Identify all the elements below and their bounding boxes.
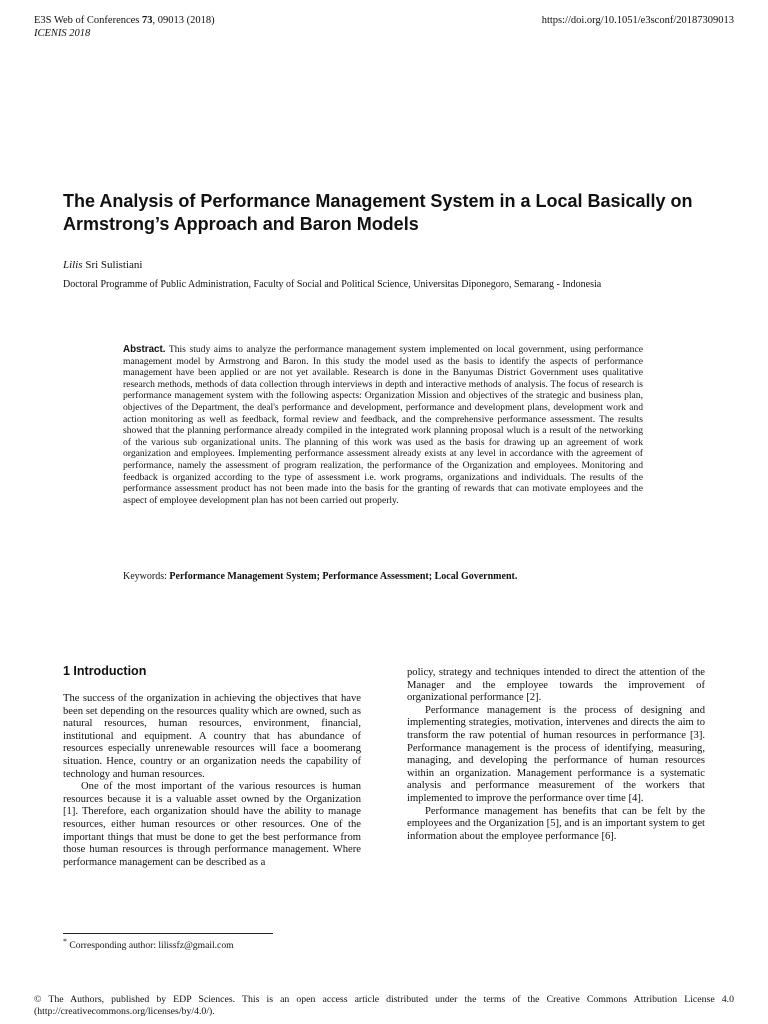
article-info: , 09013 (2018) bbox=[152, 15, 215, 26]
intro-paragraph-3: policy, strategy and techniques intended to direct the attention of the Manager and the employee towards the improvement of organizational performance [2]. bbox=[407, 667, 705, 704]
intro-paragraph-4: Performance management is the process of designing and implementing strategies, motivation, intervenes and directs the aim to transform the raw potential of human resources in performance [3]. Performance management is the process of identifying, measuring, managing, and developing the performance of human resources within an organization. Management performance is a systematic analysis and performance measurement of the workers that implemented to improve the performance over time [4]. bbox=[407, 704, 705, 804]
paper-title: The Analysis of Performance Management System in a Local Basically on Armstrong’s Approach and Baron Models bbox=[63, 191, 693, 234]
left-column bbox=[63, 663, 361, 869]
journal-prefix: E3S Web of Conferences bbox=[34, 15, 143, 26]
keywords-values: Performance Management System; Performance Assessment; Local Government. bbox=[169, 571, 518, 582]
footnote-text: Corresponding author: lilissfz@gmail.com bbox=[67, 940, 234, 952]
journal-citation bbox=[34, 14, 215, 27]
affiliation: Doctoral Programme of Public Administration, Faculty of Social and Political Science, Universitas Diponegoro, Semarang - Indonesia bbox=[63, 279, 602, 290]
right-column bbox=[407, 667, 705, 843]
running-header-left bbox=[34, 14, 215, 40]
abstract-text: This study aims to analyze the performance management system implemented on local government, using performance management model by Armstrong and Baron. In this study the model used as the basis to identify the aspects of performance management have been applied or are not yet available. Research is done in the Banyumas District Government uses qualitative research methods, methods of data collection through interviews in depth and interactive methods of analysis. The focus of research is performance management system with the following aspects: Organization Mission and objectives of the strategic and business plan, objectives of the Department, the deal's performance and development, performance and development plans, development work and action monitoring as well as feedback, formal review and feedback, and the comprehensive performance assessment. The results showed that the planning performance already compiled in the integrated work planning proposal wluch is a result of the networking of the various sub organizational units. The planning of this work was used as the basis for drawing up an agreement of work organization and employees. Implementing performance assessment already exists at any level in accordance with the agreement of performance, namely the assessment of program realization, the performance of the Organization and employees. Monitoring and feedback is organized according to the type of assessment i.e. work programs, organizations and individuals. The results of the performance assessment product has not been made into the basis for the granting of rewards that can motivate employees and the aspect of employee development plan has not been carried out properly. bbox=[123, 344, 643, 506]
abstract bbox=[123, 344, 643, 506]
conference-name: ICENIS 2018 bbox=[34, 28, 91, 39]
intro-paragraph-1: The success of the organization in achieving the objectives that have been set depending on the resources quality which are owned, such as natural resources, human resources, environment, financial, institutional and equipment. A country that has abundance of resources especially unrenewable resources will face a boomerang situation. Hence, country or an organization needs the capability of technology and human resources. bbox=[63, 693, 361, 780]
author-line bbox=[63, 259, 142, 271]
abstract-label: Abstract. bbox=[123, 344, 166, 355]
doi-link[interactable]: https://doi.org/10.1051/e3sconf/20187309013 bbox=[541, 15, 734, 26]
keywords bbox=[123, 571, 643, 583]
author-family-name: Sri Sulistiani bbox=[82, 259, 143, 271]
author-given-name: Lilis bbox=[63, 259, 83, 271]
keywords-label: Keywords: bbox=[123, 571, 170, 582]
journal-volume: 73 bbox=[142, 15, 153, 26]
footnote-marker: * bbox=[63, 937, 67, 946]
section-title: 1 Introduction bbox=[63, 664, 147, 678]
intro-paragraph-5: Performance management has benefits that can be felt by the employees and the Organization [5], and is an important system to get information about the employee performance [6]. bbox=[407, 805, 705, 842]
footnote bbox=[63, 936, 234, 952]
intro-paragraph-2: One of the most important of the various resources is human resources because it is a valuable asset owned by the Organization [1]. Therefore, each organization should have the ability to manage resources, either human resources or other resources. One of the important things that must be done to get the best performance from those human resources is through performance management. Where performance management can be described as a bbox=[63, 781, 361, 868]
footnote-divider bbox=[63, 933, 273, 934]
license-notice: © The Authors, published by EDP Sciences. This is an open access article distributed under the terms of the Creative Commons Attribution License 4.0 (http://creativecommons.org/licenses/by/4.0/). bbox=[34, 994, 734, 1017]
